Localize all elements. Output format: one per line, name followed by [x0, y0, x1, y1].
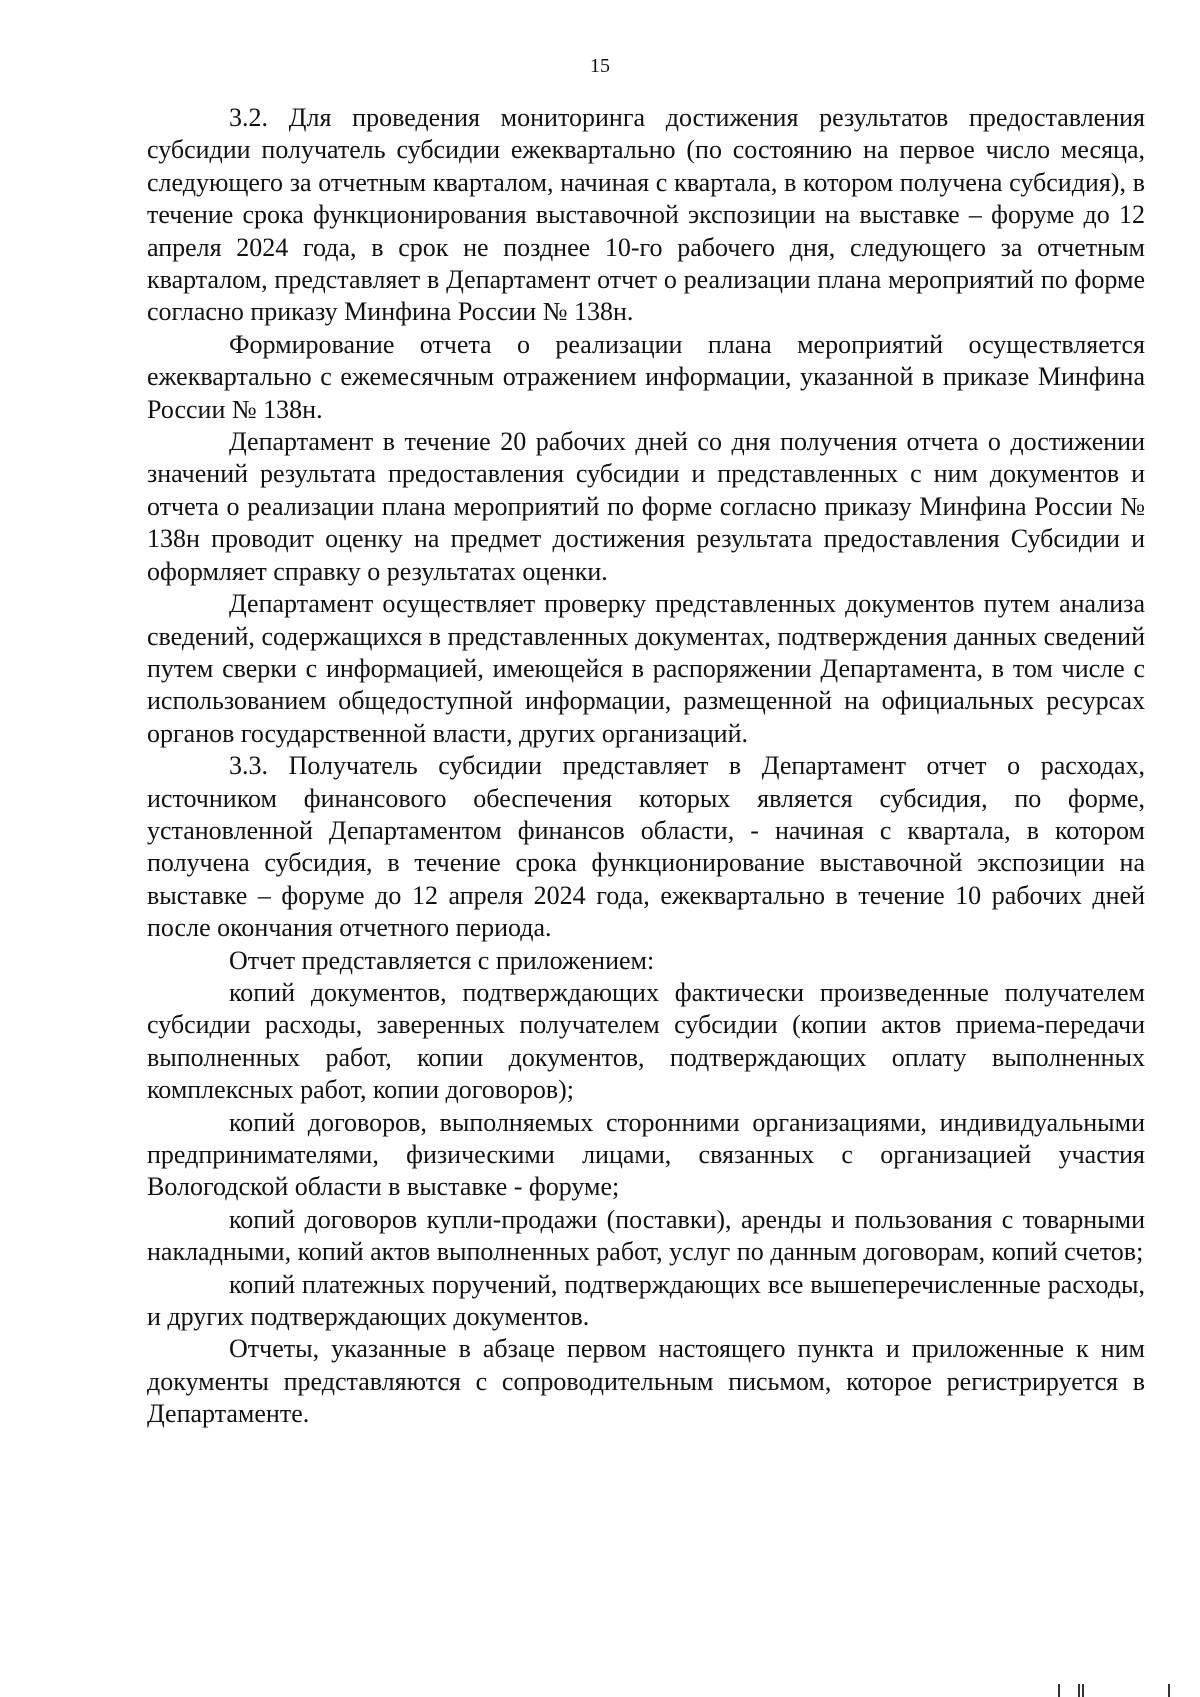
paragraph-report-formation: Формирование отчета о реализации плана мероприятий осуществляется ежеквартально с ежемесячным отражением информации, указанной в приказе Минфина России № 138н. [147, 329, 1145, 424]
paragraph-attachments-intro: Отчет представляется с приложением: [229, 945, 655, 975]
scan-mark [1168, 1684, 1170, 1697]
paragraph-department-assessment: Департамент в течение 20 рабочих дней со дня получения отчета о достижении значений результата предоставления субсидии и представленных с ним документов и отчета о реализации плана мероприятий по форме согласно приказу Минфина России № 138н проводит оценку на предмет достижения результата предоставления Субсидии и оформляет справку о результатах оценки. [147, 427, 1145, 586]
scan-mark [1082, 1684, 1084, 1697]
paragraph-3-2: 3.2. Для проведения мониторинга достижения результатов предоставления субсидии получатель субсидии ежеквартально (по состоянию на первое число месяца, следующего за отчетным кварталом, начиная с квартала, в котором получена субсидия), в течение срока функционирования выставочной экспозиции на выставке – форуме до 12 апреля 2024 года, в срок не позднее 10-го рабочего дня, следующего за отчетным кварталом, представляет в Департамент отчет о реализации плана мероприятий по форме согласно приказу Минфина России № 138н. [147, 103, 1145, 327]
paragraph-cover-letter: Отчеты, указанные в абзаце первом настоящего пункта и приложенные к ним документы представляются с сопроводительным письмом, которое регистрируется в Департаменте. [147, 1334, 1145, 1429]
list-item-payment-orders: копий платежных поручений, подтверждающих все вышеперечисленные расходы, и других подтверждающих документов. [147, 1269, 1145, 1332]
scan-mark [1078, 1684, 1080, 1697]
list-item-purchase-contracts: копий договоров купли-продажи (поставки), аренды и пользования с товарными накладными, копий актов выполненных работ, услуг по данным договорам, копий счетов; [147, 1204, 1145, 1267]
document-body [147, 102, 1145, 1431]
paragraph-department-verification: Департамент осуществляет проверку представленных документов путем анализа сведений, содержащихся в представленных документах, подтверждения данных сведений путем сверки с информацией, имеющейся в распоряжении Департамента, в том числе с использованием общедоступной информации, размещенной на официальных ресурсах органов государственной власти, других организаций. [147, 589, 1145, 748]
paragraph-3-3: 3.3. Получатель субсидии представляет в Департамент отчет о расходах, источником финансового обеспечения которых является субсидия, по форме, установленной Департаментом финансов области, - начиная с квартала, в котором получена субсидия, в течение срока функционирование выставочной экспозиции на выставке – форуме до 12 апреля 2024 года, ежеквартально в течение 10 рабочих дней после окончания отчетного периода. [147, 751, 1145, 943]
list-item-expense-documents: копий документов, подтверждающих фактически произведенные получателем субсидии расходы, заверенных получателем субсидии (копии актов приема-передачи выполненных работ, копии документов, подтверждающих оплату выполненных комплексных работ, копии договоров); [147, 977, 1145, 1105]
page-number: 15 [590, 55, 610, 77]
list-item-third-party-contracts: копий договоров, выполняемых сторонними организациями, индивидуальными предпринимателями, физическими лицами, связанных с организацией участия Вологодской области в выставке - форуме; [147, 1107, 1145, 1202]
scan-mark [1058, 1684, 1060, 1697]
